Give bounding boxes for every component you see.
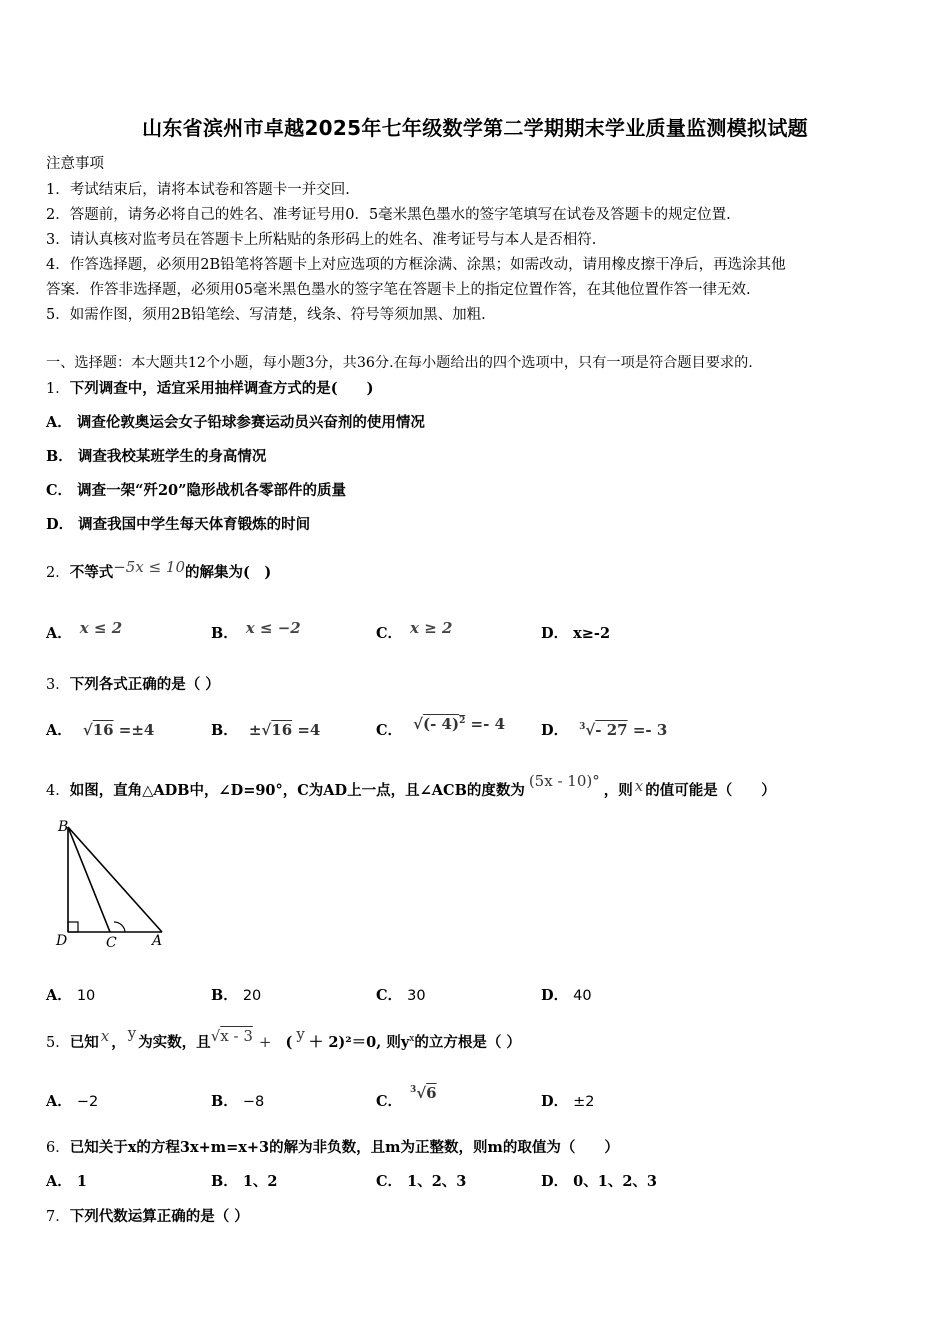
q2-option-a[interactable]: A． x ≤ 2 <box>46 619 123 642</box>
question-4: 4．如图，直角△ADB中，∠D=90°，C为AD上一点，且∠ACB的度数为(5x - 10)°，则 x 的值可能是（ ） <box>46 772 776 799</box>
angle-arc <box>114 922 125 932</box>
question-stem: 下列各式正确的是（ ） <box>69 676 220 693</box>
question-number: 2． <box>46 565 70 581</box>
angle-formula: (5x - 10)° <box>528 772 600 790</box>
q1-option-b[interactable]: B． 调查我校某班学生的身高情况 <box>46 448 267 465</box>
right-angle-mark <box>68 922 78 932</box>
question-number: 1． <box>46 381 70 397</box>
q2-option-c[interactable]: C． x ≥ 2 <box>376 619 453 642</box>
question-stem: 已知关于x的方程3x+m=x+3的解为非负数，且m为正整数，则m的取值为（ ） <box>69 1139 619 1156</box>
notice-item-1: 1．考试结束后，请将本试卷和答题卡一并交回. <box>46 182 350 198</box>
question-stem: 如图，直角△ADB中，∠D=90°，C为AD上一点，且∠ACB的度数为 <box>69 782 525 799</box>
q5-option-b[interactable]: B． −8 <box>211 1093 265 1110</box>
label-a: A <box>152 933 163 949</box>
q6-option-b[interactable]: B． 1、2 <box>211 1173 278 1190</box>
q3-option-b[interactable]: B． ±√16 =4 <box>211 721 321 739</box>
q2-option-d[interactable]: D． x≥-2 <box>541 625 611 642</box>
question-2: 2．不等式−5x ≤ 10的解集为( ) <box>46 558 272 581</box>
notice-item-2: 2．答题前，请务必将自己的姓名、准考证号用0．5毫米黑色墨水的签字笔填写在试卷及答题卡的规定位置. <box>46 207 731 223</box>
q6-option-c[interactable]: C． 1、2、3 <box>376 1173 467 1190</box>
notice-heading: 注意事项 <box>46 156 104 172</box>
inequality-formula: −5x ≤ 10 <box>113 558 185 576</box>
question-number: 6． <box>46 1140 70 1156</box>
notice-item-4: 4．作答选择题，必须用2B铅笔将答题卡上对应选项的方框涂满、涂黑；如需改动，请用橡皮擦干净后，再选涂其他 <box>46 257 786 273</box>
question-3 <box>46 673 220 694</box>
notice-item-3: 3．请认真核对监考员在答题卡上所粘贴的条形码上的姓名、准考证号与本人是否相符. <box>46 232 597 248</box>
question-number: 4． <box>46 783 70 799</box>
q3-option-a[interactable]: A． √16 =±4 <box>46 721 155 739</box>
q4-option-d[interactable]: D． 40 <box>541 987 592 1004</box>
page-title: 山东省滨州市卓越2025年七年级数学第二学期期末学业质量监测模拟试题 <box>142 116 808 140</box>
section-heading: 一、选择题：本大题共12个小题，每小题3分，共36分.在每小题给出的四个选项中，只有一项是符合题目要求的. <box>46 355 753 371</box>
question-5: 5．已知 x ，y为实数，且√x - 3 + ( y ＋ 2)²＝0, 则$y^x$的立方根是（ ） <box>46 1024 521 1051</box>
q1-option-a[interactable]: A． 调查伦敦奥运会女子铅球参赛运动员兴奋剂的使用情况 <box>46 414 425 431</box>
q4-option-c[interactable]: C． 30 <box>376 987 426 1004</box>
q2-option-b[interactable]: B． x ≤ −2 <box>211 619 301 642</box>
question-6 <box>46 1136 619 1157</box>
q5-option-a[interactable]: A． −2 <box>46 1093 99 1110</box>
q3-option-d[interactable]: D． $^3$√- 27 =- 3 <box>541 721 668 739</box>
question-stem: 已知 <box>69 1034 99 1051</box>
q5-option-d[interactable]: D． ±2 <box>541 1093 595 1110</box>
question-number: 7． <box>46 1209 70 1225</box>
label-b: B <box>58 819 69 835</box>
q1-option-d[interactable]: D． 调查我国中学生每天体育锻炼的时间 <box>46 516 311 533</box>
q4-option-a[interactable]: A． 10 <box>46 987 96 1004</box>
label-d: D <box>56 933 68 949</box>
question-number: 3． <box>46 677 70 693</box>
q6-option-a[interactable]: A． 1 <box>46 1173 87 1190</box>
question-number: 5． <box>46 1035 70 1051</box>
notice-item-5: 5．如需作图，须用2B铅笔绘、写清楚，线条、符号等须加黑、加粗. <box>46 307 486 323</box>
label-c: C <box>106 935 117 950</box>
question-7 <box>46 1205 249 1226</box>
question-1 <box>46 377 373 398</box>
line-ba <box>68 827 162 932</box>
q6-option-d[interactable]: D． 0、1、2、3 <box>541 1173 657 1190</box>
notice-item-4-cont: 答案．作答非选择题，必须用05毫米黑色墨水的签字笔在答题卡上的指定位置作答，在其他位置作答一律无效. <box>46 282 751 298</box>
question-stem: 不等式 <box>69 564 114 581</box>
question-stem: 下列调查中，适宜采用抽样调查方式的是( ) <box>69 380 374 397</box>
q5-option-c[interactable]: C．$^3$√6 <box>376 1084 437 1110</box>
question-stem: 下列代数运算正确的是（ ） <box>69 1208 249 1225</box>
q4-option-b[interactable]: B． 20 <box>211 987 262 1004</box>
q1-option-c[interactable]: C． 调查一架“歼20”隐形战机各零部件的质量 <box>46 482 346 499</box>
triangle-figure <box>50 815 170 950</box>
line-bc <box>68 827 110 932</box>
q3-option-c[interactable]: C． √(- 4)$^2$ =- 4 <box>376 715 506 739</box>
